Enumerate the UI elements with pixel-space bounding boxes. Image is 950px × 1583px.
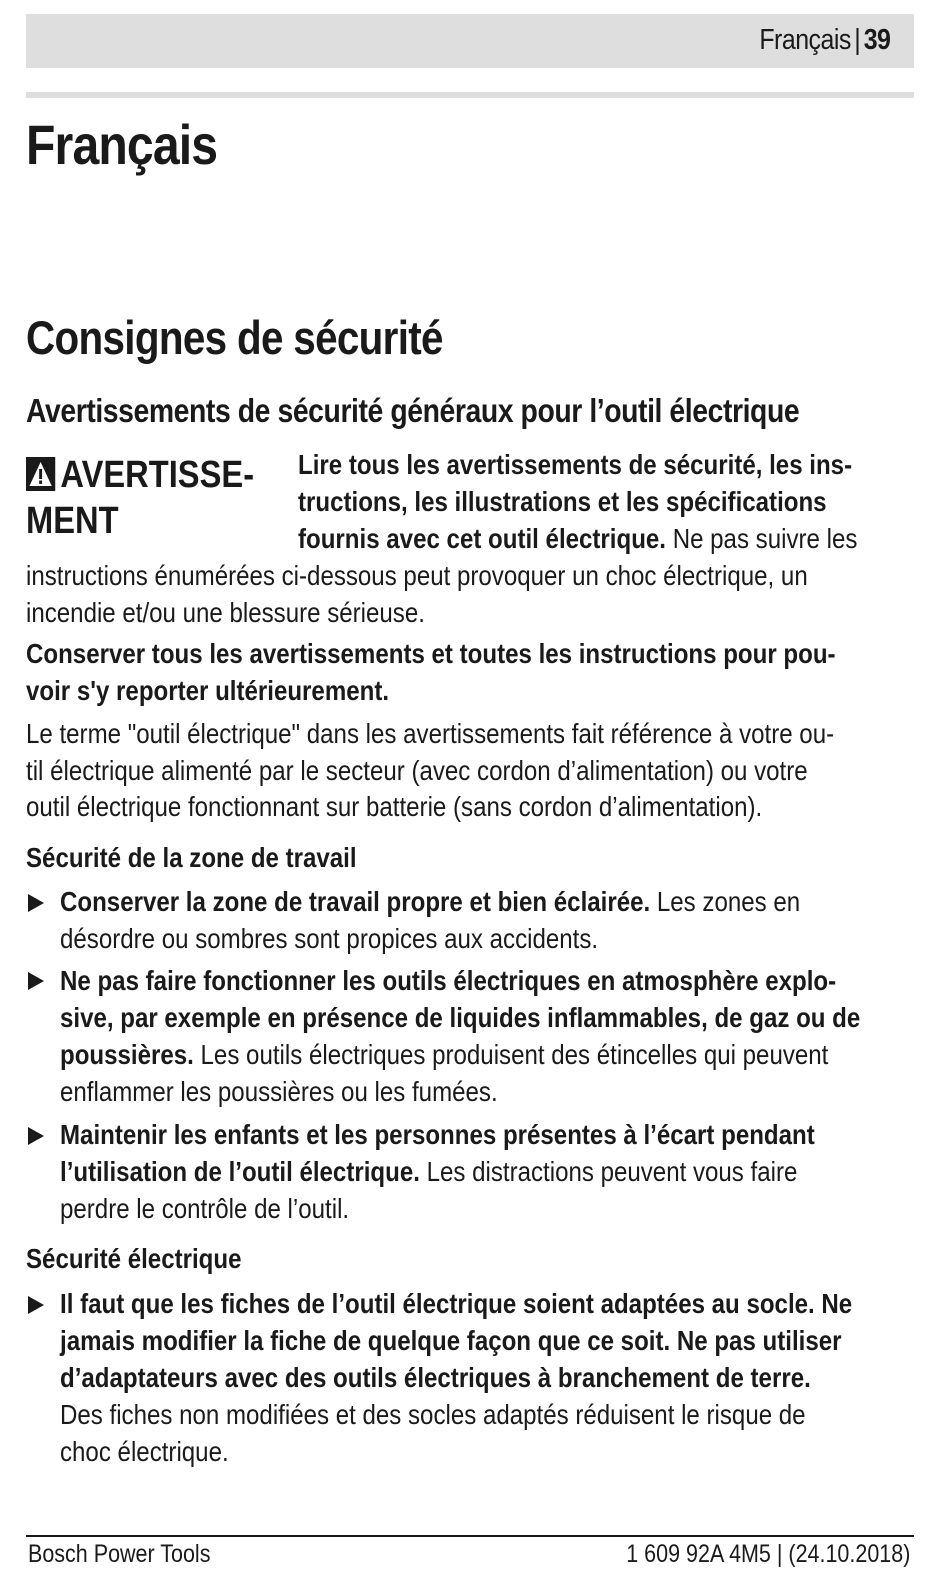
list-item: Maintenir les enfants et les personnes présentes à l’écart pendant xyxy=(60,1119,815,1150)
list-item: Des fiches non modifiées et des socles adaptés réduisent le risque de xyxy=(60,1399,806,1430)
keep-instructions-line: Conserver tous les avertissements et toutes les instructions pour pou- xyxy=(26,638,836,669)
footer-doc-id: 1 609 92A 4M5 | (24.10.2018) xyxy=(625,1540,910,1568)
work-area-heading: Sécurité de la zone de travail xyxy=(26,842,357,873)
keep-instructions-line: voir s'y reporter ultérieurement. xyxy=(26,675,390,706)
list-item: Ne pas faire fonctionner les outils électriques en atmosphère explo- xyxy=(60,965,837,996)
list-item: Conserver la zone de travail propre et bien éclairée. Les zones en xyxy=(60,886,801,917)
term-paragraph-line: til électrique alimenté par le secteur (avec cordon d’alimentation) ou votre xyxy=(26,755,808,786)
warning-triangle-icon xyxy=(26,457,55,491)
list-item: sive, par exemple en présence de liquides inflammables, de gaz ou de xyxy=(60,1002,861,1033)
list-item: enflammer les poussières ou les fumées. xyxy=(60,1076,498,1107)
warning-label-line2: MENT xyxy=(26,500,119,542)
subsection-title: Avertissements de sécurité généraux pour l’outil électrique xyxy=(26,392,800,429)
warning-text-line: incendie et/ou une blessure sérieuse. xyxy=(26,597,425,628)
electrical-heading: Sécurité électrique xyxy=(26,1243,242,1274)
bullet-arrow-icon xyxy=(28,894,44,912)
footer-divider xyxy=(26,1535,914,1537)
list-item: d’adaptateurs avec des outils électriques à branchement de terre. xyxy=(60,1362,811,1393)
bullet-arrow-icon xyxy=(28,1127,44,1145)
warning-label-line1: AVERTISSE- xyxy=(60,454,255,496)
list-item: désordre ou sombres sont propices aux accidents. xyxy=(60,923,599,954)
bullet-arrow-icon xyxy=(28,972,44,990)
warning-text-line: Lire tous les avertissements de sécurité, les ins- xyxy=(298,449,853,480)
header-separator: | xyxy=(853,24,860,56)
header-divider xyxy=(26,92,914,98)
term-paragraph-line: outil électrique fonctionnant sur batterie (sans cordon d’alimentation). xyxy=(26,791,763,822)
list-item: perdre le contrôle de l’outil. xyxy=(60,1193,350,1224)
list-item: Il faut que les fiches de l’outil électrique soient adaptées au socle. Ne xyxy=(60,1288,853,1319)
footer-brand: Bosch Power Tools xyxy=(28,1540,211,1568)
header-language: Français xyxy=(758,24,851,56)
list-item: l’utilisation de l’outil électrique. Les distractions peuvent vous faire xyxy=(60,1156,798,1187)
section-title: Consignes de sécurité xyxy=(26,311,443,364)
list-item: poussières. Les outils électriques produisent des étincelles qui peuvent xyxy=(60,1039,829,1070)
list-item: choc électrique. xyxy=(60,1436,229,1467)
bullet-arrow-icon xyxy=(28,1296,44,1314)
term-paragraph-line: Le terme "outil électrique" dans les avertissements fait référence à votre ou- xyxy=(26,718,835,749)
warning-text-line: fournis avec cet outil électrique. Ne pas suivre les xyxy=(298,523,858,554)
page-number: 39 xyxy=(863,24,890,56)
page-header xyxy=(26,14,914,68)
page-title: Français xyxy=(26,113,218,176)
warning-text-line: instructions énumérées ci-dessous peut provoquer un choc électrique, un xyxy=(26,560,808,591)
warning-text-line: tructions, les illustrations et les spécifications xyxy=(298,486,827,517)
header-page-label xyxy=(759,24,890,57)
list-item: jamais modifier la fiche de quelque façon que ce soit. Ne pas utiliser xyxy=(60,1325,842,1356)
